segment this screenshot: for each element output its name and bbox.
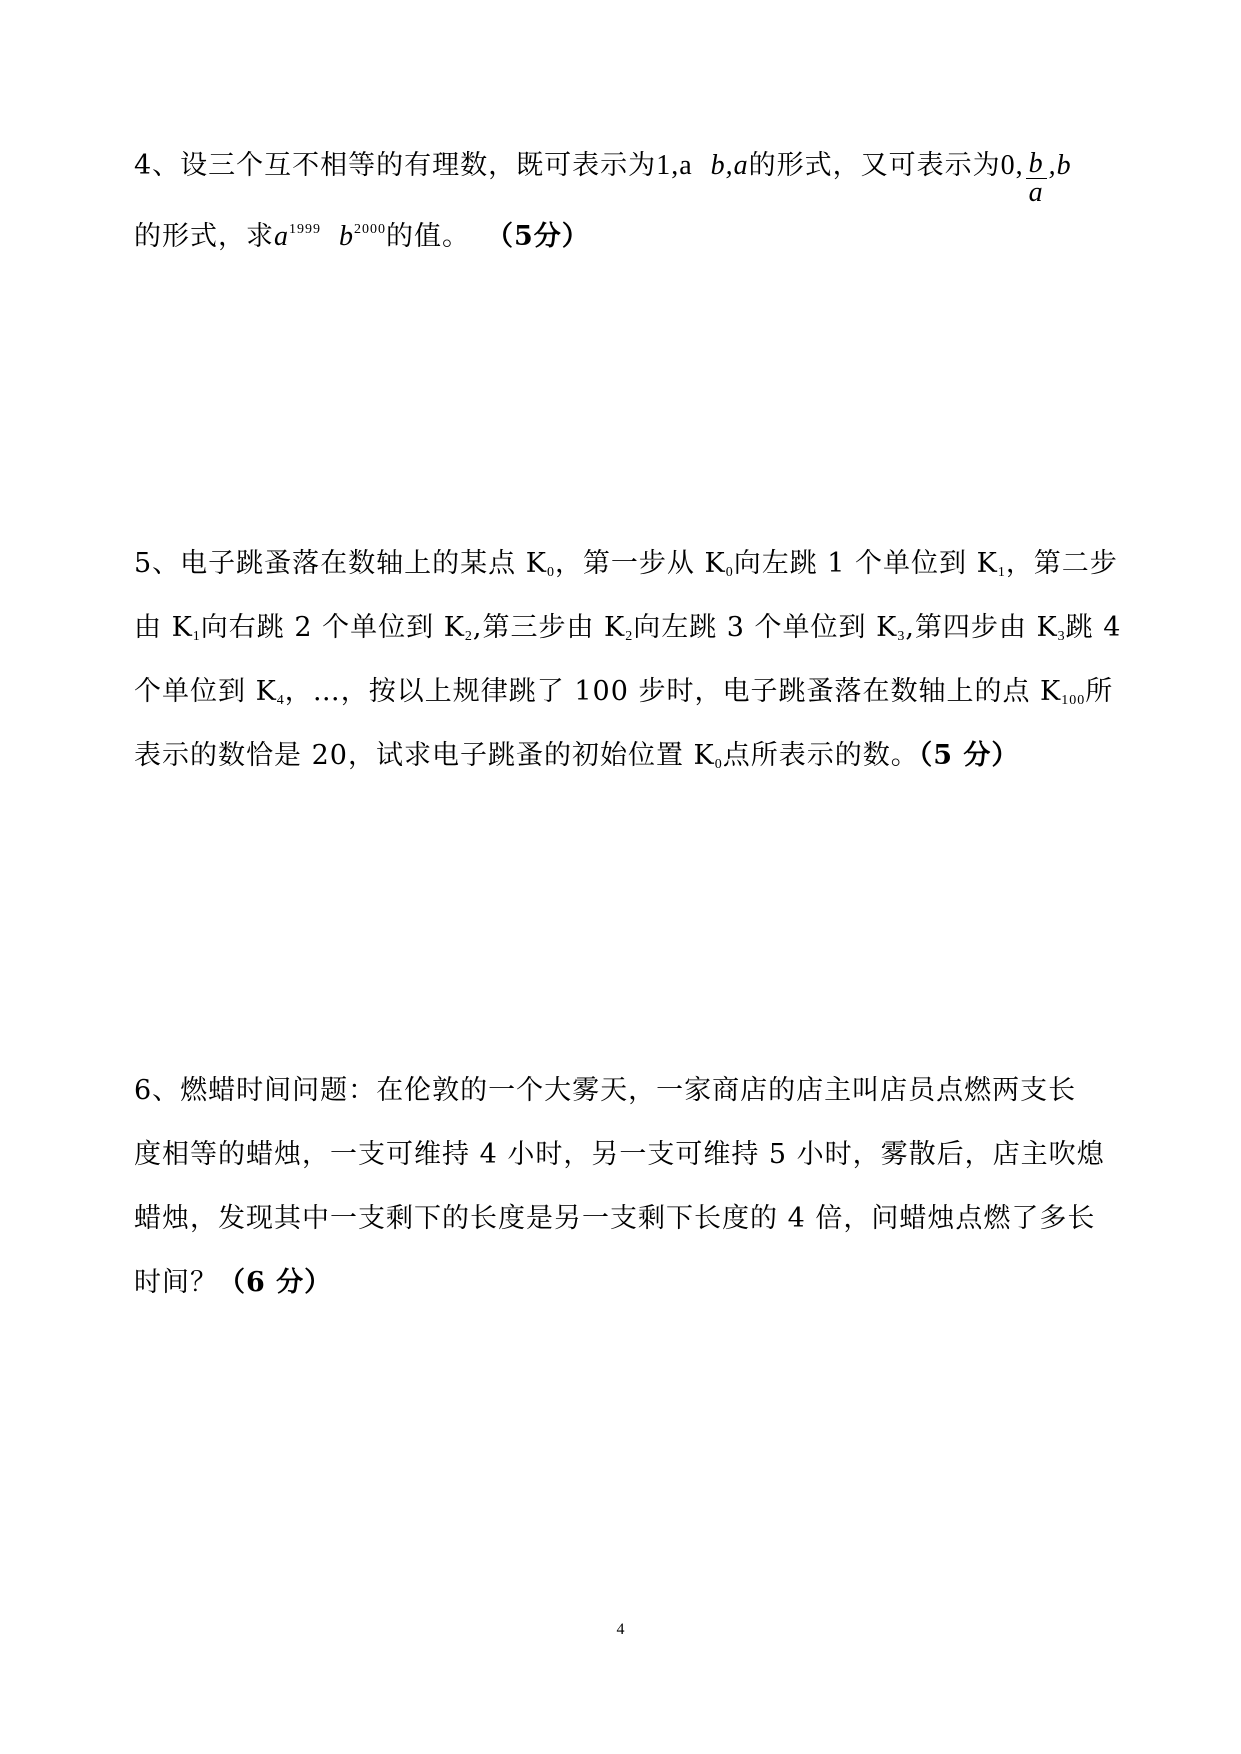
question-5-text: 向左跳 1 个单位到 K: [733, 548, 998, 579]
question-5-text: 个单位到 K: [134, 676, 277, 707]
point-subscript: 3: [897, 629, 906, 644]
question-5-line-2: [134, 596, 1122, 660]
question-6: [134, 1059, 1114, 1315]
question-5-text: 5、电子跳蚤落在数轴上的某点 K: [134, 548, 547, 579]
question-6-score: （6 分）: [218, 1267, 333, 1298]
question-5-line-4: [134, 724, 1114, 788]
point-subscript: 100: [1061, 693, 1086, 708]
question-5-body: [134, 532, 1122, 788]
point-subscript: 3: [1057, 629, 1066, 644]
question-5-text: 所: [1085, 676, 1114, 707]
point-subscript: 0: [725, 565, 734, 580]
question-6-line-3: 蜡烛，发现其中一支剩下的长度是另一支剩下长度的 4 倍，问蜡烛点燃了多长: [134, 1203, 1096, 1234]
question-5-score: （5 分）: [918, 740, 1020, 771]
question-5-text: ,第四步由 K: [905, 612, 1058, 643]
point-subscript: 1: [192, 629, 201, 644]
question-6-last-text: 时间？: [134, 1267, 218, 1298]
question-4-suffix: 的值。: [386, 221, 470, 252]
page-number: 4: [616, 1621, 625, 1638]
question-6-line-1: 6、燃蜡时间问题：在伦敦的一个大雾天，一家商店的店主叫店员点燃两支长: [134, 1075, 1077, 1106]
expr-set-1-b: b,a: [710, 150, 749, 181]
question-5-text: 跳 4: [1065, 612, 1122, 643]
power-exponent-b: 2000: [354, 222, 386, 237]
fraction-numerator: b: [1026, 150, 1047, 179]
question-5-text: 向左跳 3 个单位到 K: [633, 612, 898, 643]
question-4-middle: 的形式，又可表示为: [748, 150, 1001, 181]
question-5-text: ,第三步由 K: [472, 612, 626, 643]
question-4-intro: 4、设三个互不相等的有理数，既可表示为: [134, 150, 657, 181]
question-5: [134, 532, 1122, 788]
fraction-denominator: a: [1028, 177, 1044, 208]
point-subscript: 1: [997, 565, 1006, 580]
question-6-line-4: [134, 1251, 1114, 1315]
question-4-line-2: [134, 198, 1114, 262]
question-4-line-1: [134, 134, 1114, 208]
point-subscript: 0: [546, 565, 555, 580]
question-5-text: ，…，按以上规律跳了 100 步时，电子跳蚤落在数轴上的点 K: [284, 676, 1062, 707]
question-5-text: 表示的数恰是 20，试求电子跳蚤的初始位置 K: [134, 740, 715, 771]
question-5-text: 由 K: [134, 612, 193, 643]
question-4: [134, 134, 1114, 262]
power-base-b: b: [339, 221, 354, 252]
expr-set-1-a: 1,a: [656, 150, 693, 181]
expr-set-2-pre: 0,: [1000, 150, 1024, 181]
power-exponent-a: 1999: [289, 222, 321, 237]
point-subscript: 2: [625, 629, 634, 644]
fraction-b-over-a: [1026, 150, 1047, 207]
question-5-line-3: [134, 660, 1114, 724]
question-4-ask: 的形式，求: [134, 221, 274, 252]
point-subscript: 2: [464, 629, 473, 644]
point-subscript: 0: [714, 757, 723, 772]
question-5-text: 点所表示的数。: [722, 740, 919, 771]
question-5-text: ，第一步从 K: [554, 548, 726, 579]
question-5-text: ，第二步: [1005, 548, 1118, 579]
question-5-line-1: [134, 532, 1118, 596]
question-5-text: 向右跳 2 个单位到 K: [200, 612, 465, 643]
power-base-a: a: [274, 221, 289, 252]
question-6-line-2: 度相等的蜡烛，一支可维持 4 小时，另一支可维持 5 小时，雾散后，店主吹熄: [134, 1139, 1105, 1170]
question-4-score: （5分）: [486, 221, 590, 252]
point-subscript: 4: [276, 693, 285, 708]
expr-set-2-post: ,b: [1048, 150, 1072, 181]
